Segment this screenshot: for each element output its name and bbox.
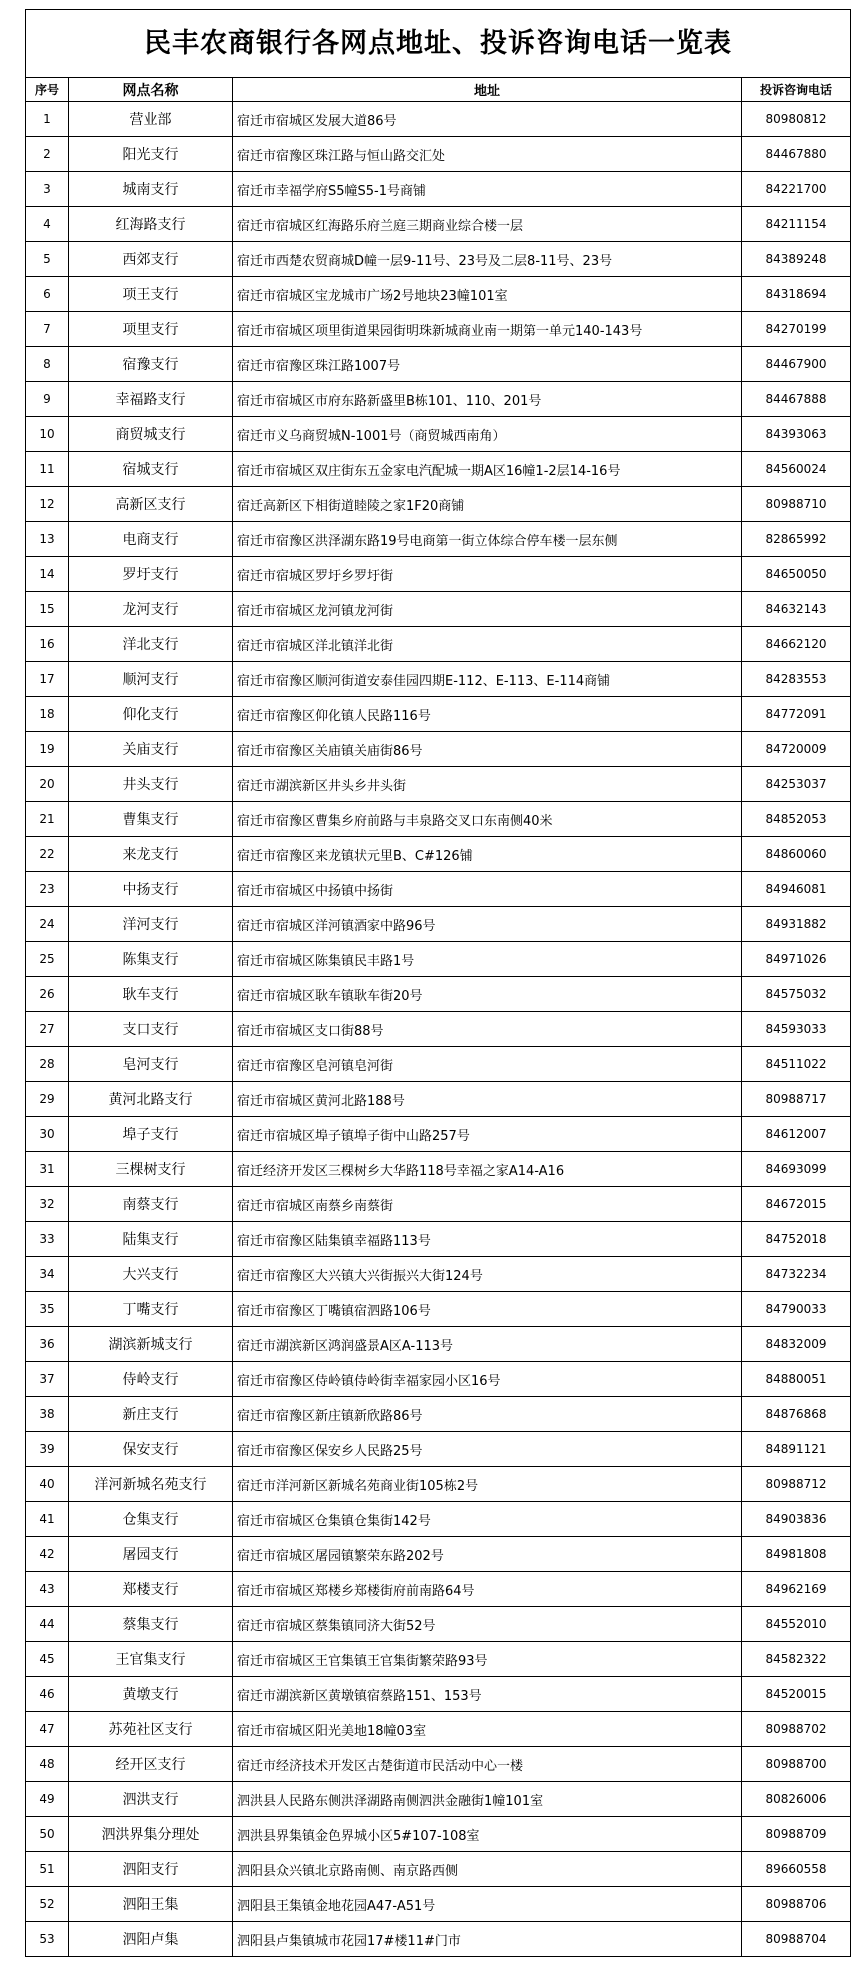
branch-address: 宿迁市宿豫区曹集乡府前路与丰泉路交叉口东南侧40米 [233,802,742,837]
branch-address: 宿迁市宿城区埠子镇埠子街中山路257号 [233,1117,742,1152]
branch-name: 泗阳支行 [69,1852,233,1887]
complaint-phone: 84693099 [742,1152,851,1187]
table-row [26,907,851,942]
complaint-phone: 84211154 [742,207,851,242]
branch-name: 泗洪支行 [69,1782,233,1817]
branch-address: 宿迁市宿城区罗圩乡罗圩街 [233,557,742,592]
row-number: 50 [26,1817,69,1852]
complaint-phone: 84880051 [742,1362,851,1397]
branch-name: 阳光支行 [69,137,233,172]
branch-name: 仰化支行 [69,697,233,732]
branch-address: 泗阳县王集镇金地花园A47-A51号 [233,1887,742,1922]
complaint-phone: 84672015 [742,1187,851,1222]
row-number: 45 [26,1642,69,1677]
row-number: 10 [26,417,69,452]
header-row [26,78,851,102]
complaint-phone: 84283553 [742,662,851,697]
table-row [26,1747,851,1782]
row-number: 5 [26,242,69,277]
complaint-phone: 84467888 [742,382,851,417]
branch-name: 皂河支行 [69,1047,233,1082]
branch-address: 宿迁市湖滨新区黄墩镇宿蔡路151、153号 [233,1677,742,1712]
branch-name: 宿豫支行 [69,347,233,382]
table-row [26,1502,851,1537]
complaint-phone: 84632143 [742,592,851,627]
branch-address: 宿迁市宿城区郑楼乡郑楼街府前南路64号 [233,1572,742,1607]
branch-address: 宿迁市宿豫区保安乡人民路25号 [233,1432,742,1467]
row-number: 16 [26,627,69,662]
row-number: 52 [26,1887,69,1922]
table-row [26,802,851,837]
complaint-phone: 84560024 [742,452,851,487]
complaint-phone: 80826006 [742,1782,851,1817]
branch-address: 宿迁市宿城区黄河北路188号 [233,1082,742,1117]
table-row [26,347,851,382]
table-row [26,1712,851,1747]
branch-name: 耿车支行 [69,977,233,1012]
branch-name: 营业部 [69,102,233,137]
complaint-phone: 80988700 [742,1747,851,1782]
branch-address: 宿迁市宿城区屠园镇繁荣东路202号 [233,1537,742,1572]
complaint-phone: 80980812 [742,102,851,137]
complaint-phone: 84520015 [742,1677,851,1712]
branch-name: 湖滨新城支行 [69,1327,233,1362]
table-row [26,697,851,732]
branch-address: 宿迁市宿城区蔡集镇同济大街52号 [233,1607,742,1642]
branch-name: 陈集支行 [69,942,233,977]
table-row [26,1607,851,1642]
branch-name: 城南支行 [69,172,233,207]
table-row [26,1677,851,1712]
branch-name: 顺河支行 [69,662,233,697]
branch-address: 宿迁市宿豫区侍岭镇侍岭街幸福家园小区16号 [233,1362,742,1397]
branch-name: 泗阳王集 [69,1887,233,1922]
row-number: 9 [26,382,69,417]
row-number: 22 [26,837,69,872]
table-row [26,1642,851,1677]
table-row [26,1327,851,1362]
row-number: 17 [26,662,69,697]
table-row [26,837,851,872]
row-number: 51 [26,1852,69,1887]
row-number: 14 [26,557,69,592]
table-row [26,1537,851,1572]
branch-name: 屠园支行 [69,1537,233,1572]
table-row [26,172,851,207]
complaint-phone: 84582322 [742,1642,851,1677]
branch-address: 宿迁高新区下相街道睦陵之家1F20商铺 [233,487,742,522]
branch-address: 宿迁市义乌商贸城N-1001号（商贸城西南角） [233,417,742,452]
branch-address: 宿迁市宿豫区陆集镇幸福路113号 [233,1222,742,1257]
row-number: 43 [26,1572,69,1607]
branch-address: 宿迁市宿城区龙河镇龙河街 [233,592,742,627]
row-number: 20 [26,767,69,802]
table-row [26,1187,851,1222]
table-row [26,977,851,1012]
branch-name: 关庙支行 [69,732,233,767]
branch-address: 宿迁市宿城区支口街88号 [233,1012,742,1047]
table-row [26,1012,851,1047]
table-row [26,1432,851,1467]
table-row [26,872,851,907]
complaint-phone: 84790033 [742,1292,851,1327]
branch-address: 宿迁市宿城区中扬镇中扬街 [233,872,742,907]
complaint-phone: 82865992 [742,522,851,557]
table-row [26,1572,851,1607]
header-address: 地址 [233,78,742,102]
table-row [26,417,851,452]
table-row [26,522,851,557]
table-row [26,1082,851,1117]
branch-name: 泗阳卢集 [69,1922,233,1957]
complaint-phone: 84903836 [742,1502,851,1537]
branch-address: 宿迁市宿城区陈集镇民丰路1号 [233,942,742,977]
row-number: 36 [26,1327,69,1362]
row-number: 7 [26,312,69,347]
branch-address: 泗洪县界集镇金色界城小区5#107-108室 [233,1817,742,1852]
branch-name: 三棵树支行 [69,1152,233,1187]
branch-address: 宿迁市宿城区阳光美地18幢03室 [233,1712,742,1747]
branch-directory-sheet [25,9,848,1957]
row-number: 4 [26,207,69,242]
branch-name: 洋河新城名苑支行 [69,1467,233,1502]
row-number: 38 [26,1397,69,1432]
branch-address: 宿迁市经济技术开发区古楚街道市民活动中心一楼 [233,1747,742,1782]
complaint-phone: 80988704 [742,1922,851,1957]
row-number: 26 [26,977,69,1012]
table-row [26,1257,851,1292]
complaint-phone: 84552010 [742,1607,851,1642]
branch-address: 宿迁市宿豫区关庙镇关庙街86号 [233,732,742,767]
row-number: 8 [26,347,69,382]
branch-name: 罗圩支行 [69,557,233,592]
branch-address: 宿迁市宿豫区新庄镇新欣路86号 [233,1397,742,1432]
branch-name: 南蔡支行 [69,1187,233,1222]
table-row [26,242,851,277]
branch-address: 宿迁市宿豫区珠江路1007号 [233,347,742,382]
branch-address: 宿迁市宿豫区珠江路与恒山路交汇处 [233,137,742,172]
branch-address: 宿迁市宿城区洋北镇洋北街 [233,627,742,662]
table-row [26,1817,851,1852]
branch-name: 泗洪界集分理处 [69,1817,233,1852]
branch-name: 埠子支行 [69,1117,233,1152]
complaint-phone: 84752018 [742,1222,851,1257]
table-row [26,1047,851,1082]
row-number: 1 [26,102,69,137]
branch-name: 王官集支行 [69,1642,233,1677]
row-number: 24 [26,907,69,942]
complaint-phone: 84720009 [742,732,851,767]
branch-address: 宿迁市宿城区南蔡乡南蔡街 [233,1187,742,1222]
branch-address: 宿迁市宿豫区丁嘴镇宿泗路106号 [233,1292,742,1327]
branch-name: 红海路支行 [69,207,233,242]
complaint-phone: 84772091 [742,697,851,732]
branch-address: 宿迁市西楚农贸商城D幢一层9-11号、23号及二层8-11号、23号 [233,242,742,277]
header-no: 序号 [26,78,69,102]
table-row [26,487,851,522]
complaint-phone: 84852053 [742,802,851,837]
table-row [26,557,851,592]
row-number: 32 [26,1187,69,1222]
table-row [26,277,851,312]
complaint-phone: 84511022 [742,1047,851,1082]
row-number: 39 [26,1432,69,1467]
complaint-phone: 84662120 [742,627,851,662]
complaint-phone: 80988717 [742,1082,851,1117]
table-row [26,207,851,242]
branch-name: 大兴支行 [69,1257,233,1292]
branch-name: 黄墩支行 [69,1677,233,1712]
branch-name: 中扬支行 [69,872,233,907]
complaint-phone: 84221700 [742,172,851,207]
complaint-phone: 84962169 [742,1572,851,1607]
table-row [26,767,851,802]
row-number: 12 [26,487,69,522]
complaint-phone: 80988706 [742,1887,851,1922]
row-number: 37 [26,1362,69,1397]
row-number: 23 [26,872,69,907]
branch-name: 仓集支行 [69,1502,233,1537]
branch-name: 陆集支行 [69,1222,233,1257]
complaint-phone: 84981808 [742,1537,851,1572]
complaint-phone: 84971026 [742,942,851,977]
row-number: 31 [26,1152,69,1187]
branch-address: 泗阳县卢集镇城市花园17#楼11#门市 [233,1922,742,1957]
branch-name: 项里支行 [69,312,233,347]
complaint-phone: 89660558 [742,1852,851,1887]
complaint-phone: 80988702 [742,1712,851,1747]
row-number: 41 [26,1502,69,1537]
table-row [26,592,851,627]
branch-address: 宿迁市宿城区项里街道果园街明珠新城商业南一期第一单元140-143号 [233,312,742,347]
row-number: 3 [26,172,69,207]
row-number: 47 [26,1712,69,1747]
branch-address: 宿迁市宿城区红海路乐府兰庭三期商业综合楼一层 [233,207,742,242]
branch-address: 宿迁市宿豫区来龙镇状元里B、C#126铺 [233,837,742,872]
row-number: 2 [26,137,69,172]
branch-address: 宿迁市宿城区耿车镇耿车街20号 [233,977,742,1012]
table-row [26,627,851,662]
table-row [26,1782,851,1817]
row-number: 6 [26,277,69,312]
complaint-phone: 84832009 [742,1327,851,1362]
branch-name: 龙河支行 [69,592,233,627]
branch-name: 洋河支行 [69,907,233,942]
branch-name: 蔡集支行 [69,1607,233,1642]
complaint-phone: 84593033 [742,1012,851,1047]
branch-name: 郑楼支行 [69,1572,233,1607]
complaint-phone: 84732234 [742,1257,851,1292]
complaint-phone: 84270199 [742,312,851,347]
complaint-phone: 84876868 [742,1397,851,1432]
table-row [26,137,851,172]
branch-address: 宿迁市宿豫区洪泽湖东路19号电商第一街立体综合停车楼一层东侧 [233,522,742,557]
branch-name: 支口支行 [69,1012,233,1047]
table-row [26,1362,851,1397]
row-number: 40 [26,1467,69,1502]
branch-name: 幸福路支行 [69,382,233,417]
row-number: 13 [26,522,69,557]
table-row [26,1152,851,1187]
branch-name: 曹集支行 [69,802,233,837]
branch-name: 丁嘴支行 [69,1292,233,1327]
complaint-phone: 84393063 [742,417,851,452]
complaint-phone: 84253037 [742,767,851,802]
complaint-phone: 84931882 [742,907,851,942]
branch-address: 宿迁市幸福学府S5幢S5-1号商铺 [233,172,742,207]
table-row [26,452,851,487]
branch-name: 侍岭支行 [69,1362,233,1397]
page-title: 民丰农商银行各网点地址、投诉咨询电话一览表 [25,9,851,77]
table-row [26,1922,851,1957]
row-number: 49 [26,1782,69,1817]
complaint-phone: 80988710 [742,487,851,522]
table-body [26,102,851,1957]
table-row [26,1467,851,1502]
row-number: 44 [26,1607,69,1642]
row-number: 42 [26,1537,69,1572]
branch-name: 西郊支行 [69,242,233,277]
branch-address: 宿迁市宿豫区皂河镇皂河街 [233,1047,742,1082]
branch-name: 来龙支行 [69,837,233,872]
table-row [26,1117,851,1152]
table-row [26,382,851,417]
complaint-phone: 84318694 [742,277,851,312]
complaint-phone: 80988712 [742,1467,851,1502]
row-number: 48 [26,1747,69,1782]
row-number: 15 [26,592,69,627]
table-row [26,1852,851,1887]
branch-address: 宿迁市宿城区宝龙城市广场2号地块23幢101室 [233,277,742,312]
complaint-phone: 84389248 [742,242,851,277]
row-number: 34 [26,1257,69,1292]
row-number: 29 [26,1082,69,1117]
branch-name: 宿城支行 [69,452,233,487]
branch-address: 泗阳县众兴镇北京路南侧、南京路西侧 [233,1852,742,1887]
branch-address: 宿迁市湖滨新区井头乡井头街 [233,767,742,802]
complaint-phone: 84467880 [742,137,851,172]
branch-address: 宿迁市宿豫区大兴镇大兴街振兴大街124号 [233,1257,742,1292]
row-number: 53 [26,1922,69,1957]
row-number: 27 [26,1012,69,1047]
table-row [26,1887,851,1922]
complaint-phone: 84891121 [742,1432,851,1467]
branch-name: 电商支行 [69,522,233,557]
branch-address: 宿迁市宿豫区顺河街道安泰佳园四期E-112、E-113、E-114商铺 [233,662,742,697]
header-phone: 投诉咨询电话 [742,78,851,102]
row-number: 33 [26,1222,69,1257]
complaint-phone: 84612007 [742,1117,851,1152]
branch-name: 井头支行 [69,767,233,802]
complaint-phone: 84575032 [742,977,851,1012]
complaint-phone: 84860060 [742,837,851,872]
branch-address: 宿迁市湖滨新区鸿润盛景A区A-113号 [233,1327,742,1362]
row-number: 21 [26,802,69,837]
complaint-phone: 84467900 [742,347,851,382]
table-row [26,732,851,767]
complaint-phone: 84946081 [742,872,851,907]
branch-address: 宿迁市宿城区发展大道86号 [233,102,742,137]
row-number: 18 [26,697,69,732]
row-number: 46 [26,1677,69,1712]
row-number: 30 [26,1117,69,1152]
branch-address: 宿迁市宿城区仓集镇仓集街142号 [233,1502,742,1537]
branch-address: 宿迁市宿城区王官集镇王官集街繁荣路93号 [233,1642,742,1677]
row-number: 19 [26,732,69,767]
branch-name: 经开区支行 [69,1747,233,1782]
row-number: 25 [26,942,69,977]
branch-address: 泗洪县人民路东侧洪泽湖路南侧泗洪金融街1幢101室 [233,1782,742,1817]
branch-address: 宿迁市宿城区市府东路新盛里B栋101、110、201号 [233,382,742,417]
branch-name: 洋北支行 [69,627,233,662]
row-number: 11 [26,452,69,487]
table-row [26,1292,851,1327]
header-name: 网点名称 [69,78,233,102]
branch-address: 宿迁市洋河新区新城名苑商业街105栋2号 [233,1467,742,1502]
branch-address: 宿迁经济开发区三棵树乡大华路118号幸福之家A14-A16 [233,1152,742,1187]
complaint-phone: 84650050 [742,557,851,592]
branch-name: 新庄支行 [69,1397,233,1432]
branch-name: 商贸城支行 [69,417,233,452]
branch-table [25,9,851,1957]
branch-address: 宿迁市宿城区双庄街东五金家电汽配城一期A区16幢1-2层14-16号 [233,452,742,487]
table-row [26,102,851,137]
table-row [26,1397,851,1432]
branch-name: 保安支行 [69,1432,233,1467]
complaint-phone: 80988709 [742,1817,851,1852]
branch-name: 苏苑社区支行 [69,1712,233,1747]
table-row [26,312,851,347]
branch-name: 项王支行 [69,277,233,312]
table-row [26,662,851,697]
branch-name: 黄河北路支行 [69,1082,233,1117]
branch-address: 宿迁市宿城区洋河镇酒家中路96号 [233,907,742,942]
branch-name: 高新区支行 [69,487,233,522]
table-row [26,1222,851,1257]
row-number: 35 [26,1292,69,1327]
table-row [26,942,851,977]
branch-address: 宿迁市宿豫区仰化镇人民路116号 [233,697,742,732]
row-number: 28 [26,1047,69,1082]
